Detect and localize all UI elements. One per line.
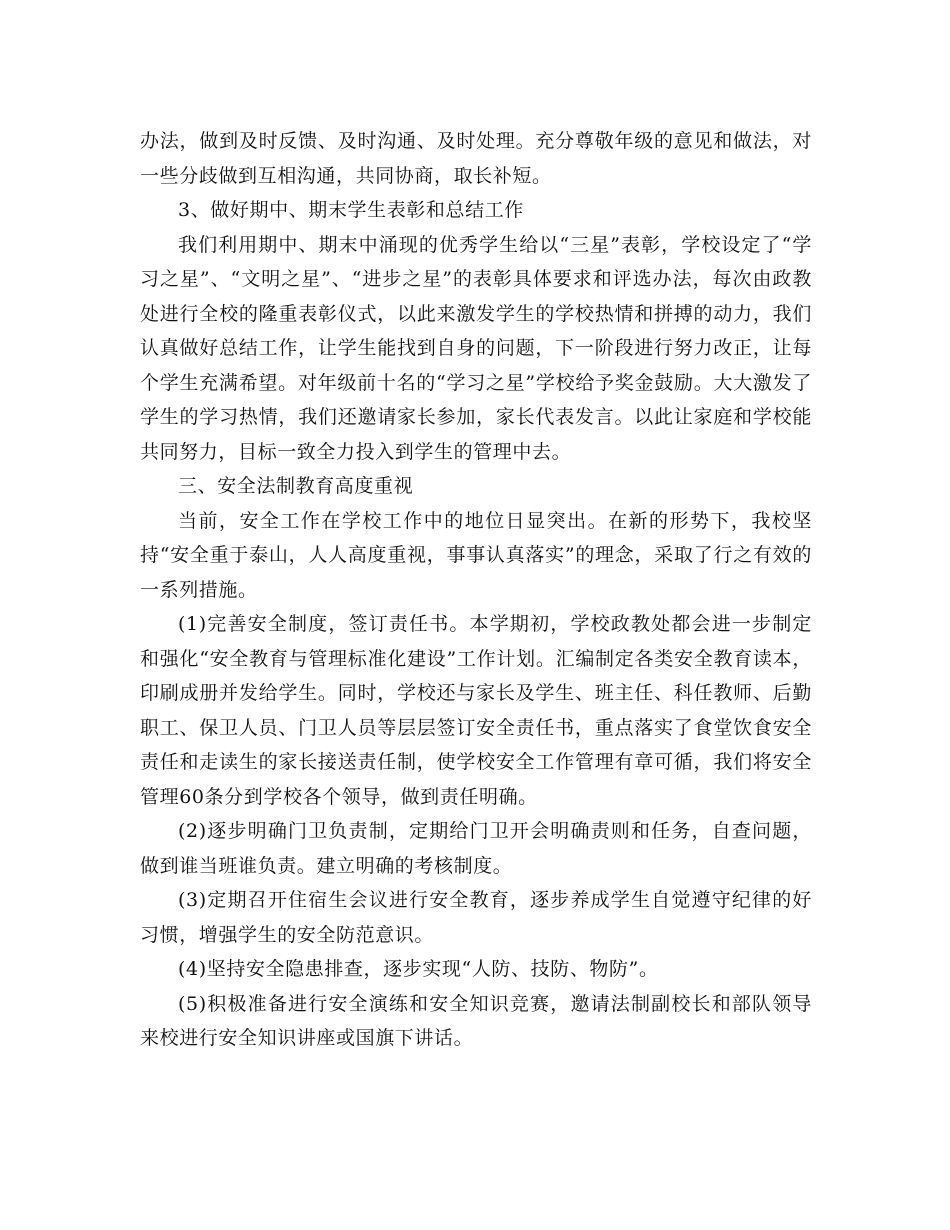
- heading-safety-education: 三、安全法制教育高度重视: [178, 475, 414, 497]
- list-item-hazard-check: (4)坚持安全隐患排查，逐步实现“人防、技防、物防”。: [178, 958, 659, 980]
- list-item-gatekeeper: (2)逐步明确门卫负责制，定期给门卫开会明确责则和任务，自查问题，做到谁当班谁负责。建立明确的考核制度。: [140, 820, 812, 877]
- list-item-drill: (5)积极准备进行安全演练和安全知识竞赛，邀请法制副校长和部队领导来校进行安全知识讲座或国旗下讲话。: [140, 992, 812, 1049]
- paragraph-three-stars: 我们利用期中、期末中涌现的优秀学生给以“三星”表彰，学校设定了“学习之星”、“文明之星”、“进步之星”的表彰具体要求和评选办法，每次由政教处进行全校的隆重表彰仪式，以此来激发学生的学校热情和拼搏的动力，我们认真做好总结工作，让学生能找到自身的问题，下一阶段进行努力改正，让每个学生充满希望。对年级前十名的“学习之星”学校给予奖金鼓励。大大激发了学生的学习热情，我们还邀请家长参加，家长代表发言。以此让家庭和学校能共同努力，目标一致全力投入到学生的管理中去。: [140, 233, 812, 463]
- document-page: [140, 124, 812, 1056]
- paragraph-feedback: 办法，做到及时反馈、及时沟通、及时处理。充分尊敬年级的意见和做法，对一些分歧做到互相沟通，共同协商，取长补短。: [140, 130, 812, 187]
- list-item-safety-system: (1)完善安全制度，签订责任书。本学期初，学校政教处都会进一步制定和强化“安全教育与管理标准化建设”工作计划。汇编制定各类安全教育读本，印刷成册并发给学生。同时，学校还与家长及学生、班主任、科任教师、后勤职工、保卫人员、门卫人员等层层签订安全责任书，重点落实了食堂饮食安全责任和走读生的家长接送责任制，使学校安全工作管理有章可循，我们将安全管理60条分到学校各个领导，做到责任明确。: [140, 613, 812, 808]
- paragraph-safety-intro: 当前，安全工作在学校工作中的地位日显突出。在新的形势下，我校坚持“安全重于泰山，人人高度重视，事事认真落实”的理念，采取了行之有效的一系列措施。: [140, 509, 812, 601]
- list-item-dorm-meeting: (3)定期召开住宿生会议进行安全教育，逐步养成学生自觉遵守纪律的好习惯，增强学生的安全防范意识。: [140, 889, 812, 946]
- heading-commendation: 3、做好期中、期末学生表彰和总结工作: [178, 199, 524, 221]
